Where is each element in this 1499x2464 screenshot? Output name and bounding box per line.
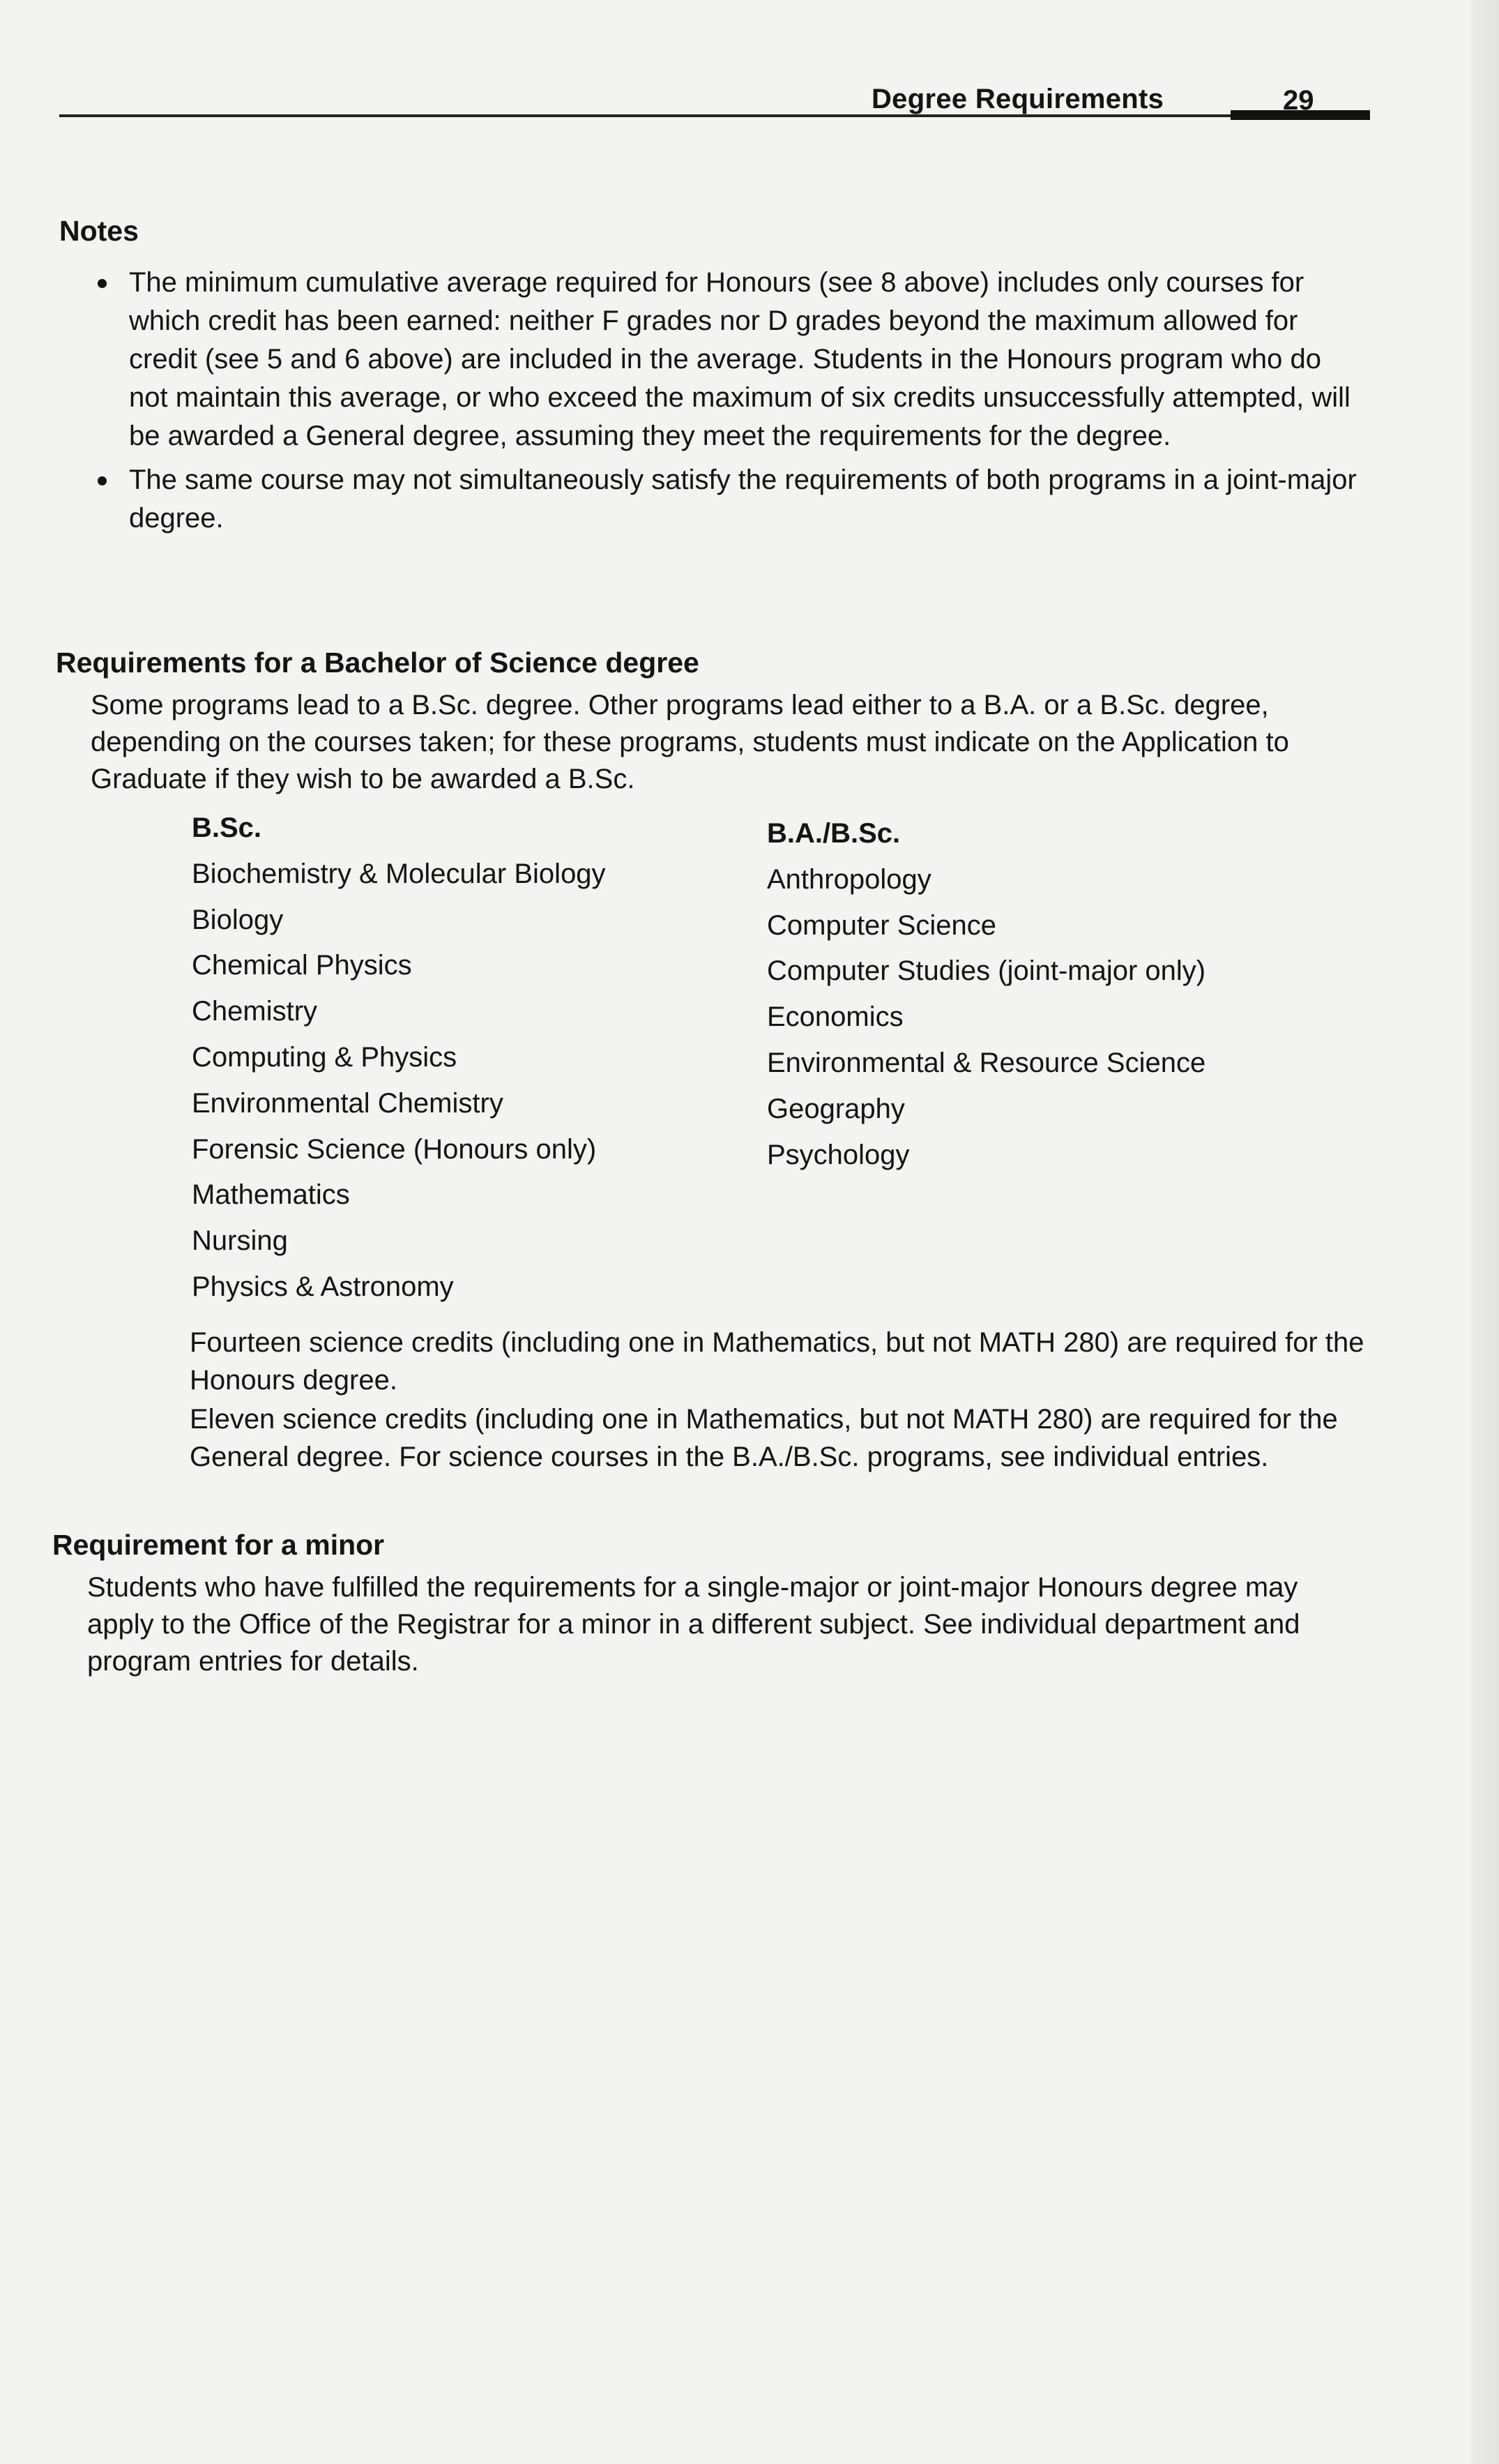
bsc-intro: Some programs lead to a B.Sc. degree. Other programs lead either to a B.A. or a B.Sc. degree, depending on the courses taken; for these programs, students must indicate on the Application to Graduate if they wish to be awarded a B.Sc. [91, 690, 1289, 794]
list-item: Computer Science [767, 909, 997, 941]
list-item: Geography [767, 1093, 905, 1124]
list-item: Biochemistry & Molecular Biology [192, 858, 606, 889]
list-item: Mathematics [192, 1179, 350, 1211]
notes-heading: Notes [59, 215, 139, 247]
list-item: Environmental Chemistry [192, 1087, 503, 1119]
list-item: Forensic Science (Honours only) [192, 1133, 597, 1165]
bsc-heading: Requirements for a Bachelor of Science degree [56, 647, 699, 679]
list-item [98, 461, 1367, 538]
list-item: Chemistry [192, 996, 318, 1027]
list-item: Biology [192, 904, 284, 935]
list-item: Chemical Physics [192, 950, 412, 981]
running-head: Degree Requirements [872, 84, 1164, 114]
header-rule [59, 114, 1370, 117]
notes-list [98, 264, 1367, 538]
list-item: Anthropology [767, 863, 931, 895]
ba-bsc-column-heading: B.A./B.Sc. [767, 818, 901, 849]
list-item: Environmental & Resource Science [767, 1047, 1206, 1078]
page-edge [1471, 0, 1499, 2464]
list-item: Nursing [192, 1225, 288, 1257]
bsc-program-list [192, 806, 722, 1310]
list-item [98, 264, 1367, 455]
list-item: Economics [767, 1002, 904, 1033]
minor-text: Students who have fulfilled the requirements for a single-major or joint-major Honours degree may apply to the Office of the Registrar for a minor in a different subject. See individual department and program entries for details. [87, 1572, 1300, 1677]
list-item: Psychology [767, 1139, 910, 1170]
honours-credits-text: Fourteen science credits (including one in Mathematics, but not MATH 280) are required for the Honours degree. [190, 1327, 1364, 1396]
bullet-icon [98, 279, 107, 288]
list-item: Computer Studies (joint-major only) [767, 955, 1206, 987]
note-text: The same course may not simultaneously satisfy the requirements of both programs in a joint-major degree. [129, 464, 1357, 534]
page-header [59, 84, 1370, 139]
minor-heading: Requirement for a minor [52, 1529, 385, 1561]
credit-requirements [190, 1324, 1375, 1477]
general-credits-text: Eleven science credits (including one in Mathematics, but not MATH 280) are required for the General degree. For science courses in the B.A./B.Sc. programs, see individual entries. [190, 1404, 1338, 1472]
bullet-icon [98, 476, 107, 485]
bsc-column-heading: B.Sc. [192, 812, 262, 843]
note-text: The minimum cumulative average required for Honours (see 8 above) includes only courses for which credit has been earned: neither F grades nor D grades beyond the maximum allowed for credit (see 5 and 6 above) are included in the average. Students in the Honours program who do not maintain this average, or who exceed the maximum of six credits unsuccessfully attempted, will be awarded a General degree, assuming they meet the requirements for the degree. [129, 267, 1350, 451]
list-item: Computing & Physics [192, 1041, 457, 1073]
page-number: 29 [1283, 85, 1314, 116]
ba-bsc-program-list [767, 811, 1380, 1178]
list-item: Physics & Astronomy [192, 1271, 454, 1302]
